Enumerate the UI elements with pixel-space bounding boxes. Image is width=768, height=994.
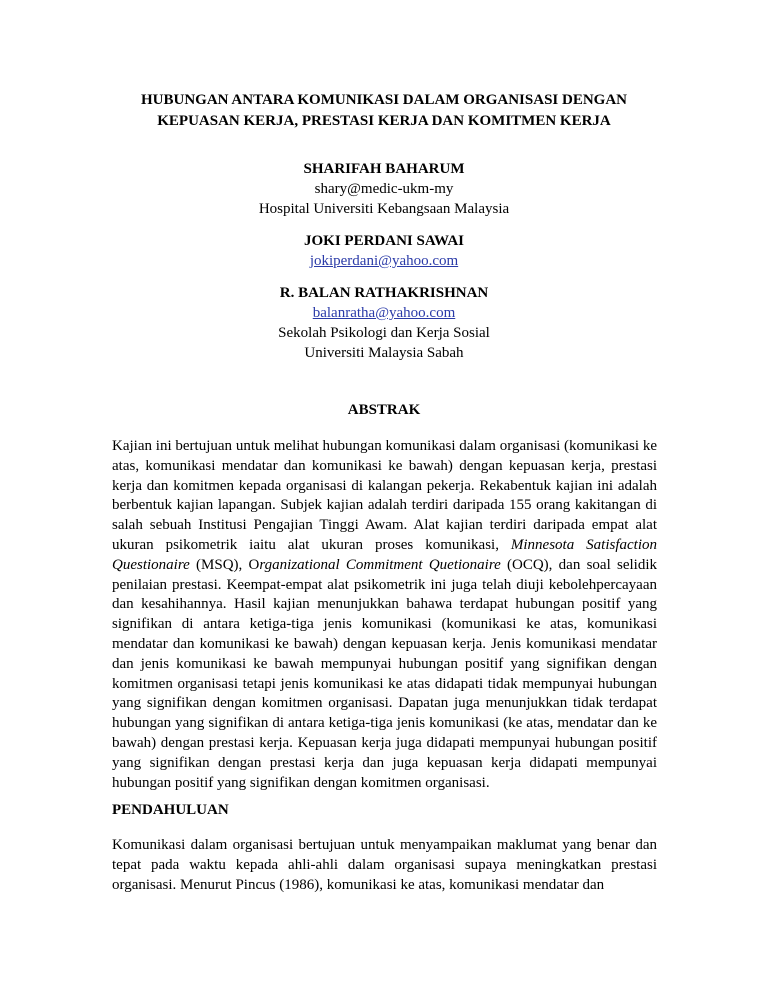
section-heading: PENDAHULUAN bbox=[112, 802, 229, 818]
author-block bbox=[80, 283, 688, 363]
paper-title-line-1: HUBUNGAN ANTARA KOMUNIKASI DALAM ORGANISASI DENGAN bbox=[140, 92, 627, 108]
abstract-text: (OCQ), dan soal selidik penilaian prestasi. Keempat-empat alat psikometrik ini juga telah diuji kebolehpercayaan dan kesahihannya. Hasil kajian menunjukkan bahawa terdapat hubungan positif yang signifikan di antara ketiga-tiga jenis komunikasi (komunikasi ke atas, komunikasi mendatar dan komunikasi ke bawah) dengan kepuasan kerja. Jenis komunikasi mendatar dan jenis komunikasi ke bawah mempunyai hubungan positif yang signifikan dengan komitmen organisasi tetapi jenis komunikasi ke atas didapati tidak mempunyai hubungan yang signifikan dengan komitmen organisasi. Dapatan juga menunjukkan tidak terdapat hubungan yang signifikan di antara ketiga-tiga jenis komunikasi (ke atas, mendatar dan ke bawah) dengan prestasi kerja. Kepuasan kerja juga didapati mempunyai hubungan positif yang signifikan dengan prestasi kerja dan juga kepuasan kerja didapati mempunyai hubungan positif yang signifikan dengan komitmen organisasi. bbox=[112, 556, 657, 791]
author-email-link[interactable]: jokiperdani@yahoo.com bbox=[309, 253, 459, 269]
author-list bbox=[80, 159, 688, 375]
author-name: SHARIFAH BAHARUM bbox=[303, 161, 465, 177]
author-affiliation: Hospital Universiti Kebangsaan Malaysia bbox=[258, 201, 510, 217]
author-block bbox=[80, 159, 688, 219]
paper-title bbox=[80, 90, 688, 132]
abstract-text: (MSQ), O bbox=[189, 556, 260, 573]
abstract-italic-term: Minnesota Satisfaction Questionaire bbox=[112, 536, 657, 573]
author-name: JOKI PERDANI SAWAI bbox=[303, 233, 465, 249]
paper-title-line-2: KEPUASAN KERJA, PRESTASI KERJA DAN KOMITMEN KERJA bbox=[157, 113, 611, 129]
abstract-text: Kajian ini bertujuan untuk melihat hubungan komunikasi dalam organisasi (komunikasi ke atas, komunikasi mendatar dan komunikasi ke bawah) dengan kepuasan kerja, prestasi kerja dan komitmen kepada organisasi di kalangan pekerja. Rekabentuk kajian ini adalah berbentuk kajian lapangan. Subjek kajian adalah terdiri daripada 155 orang kakitangan di salah sebuah Institusi Pengajian Tinggi Awam. Alat kajian terdiri daripada empat alat ukuran psikometrik iaitu alat ukuran proses komunikasi, bbox=[112, 438, 657, 553]
abstract-italic-term: rganizational Commitment Quetionaire bbox=[259, 556, 501, 573]
author-affiliation: Universiti Malaysia Sabah bbox=[304, 345, 464, 361]
abstract-heading: ABSTRAK bbox=[347, 402, 421, 418]
abstract-paragraph bbox=[112, 437, 657, 793]
author-block bbox=[80, 231, 688, 271]
author-name: R. BALAN RATHAKRISHNAN bbox=[279, 285, 489, 301]
author-email-link[interactable]: balanratha@yahoo.com bbox=[312, 305, 456, 321]
intro-paragraph: Komunikasi dalam organisasi bertujuan untuk menyampaikan maklumat yang benar dan tepat pada waktu kepada ahli-ahli dalam organisasi supaya meningkatkan prestasi organisasi. Menurut Pincus (1986), komunikasi ke atas, komunikasi mendatar dan bbox=[112, 837, 657, 893]
author-email: shary@medic-ukm-my bbox=[314, 181, 454, 197]
author-affiliation: Sekolah Psikologi dan Kerja Sosial bbox=[278, 325, 490, 341]
